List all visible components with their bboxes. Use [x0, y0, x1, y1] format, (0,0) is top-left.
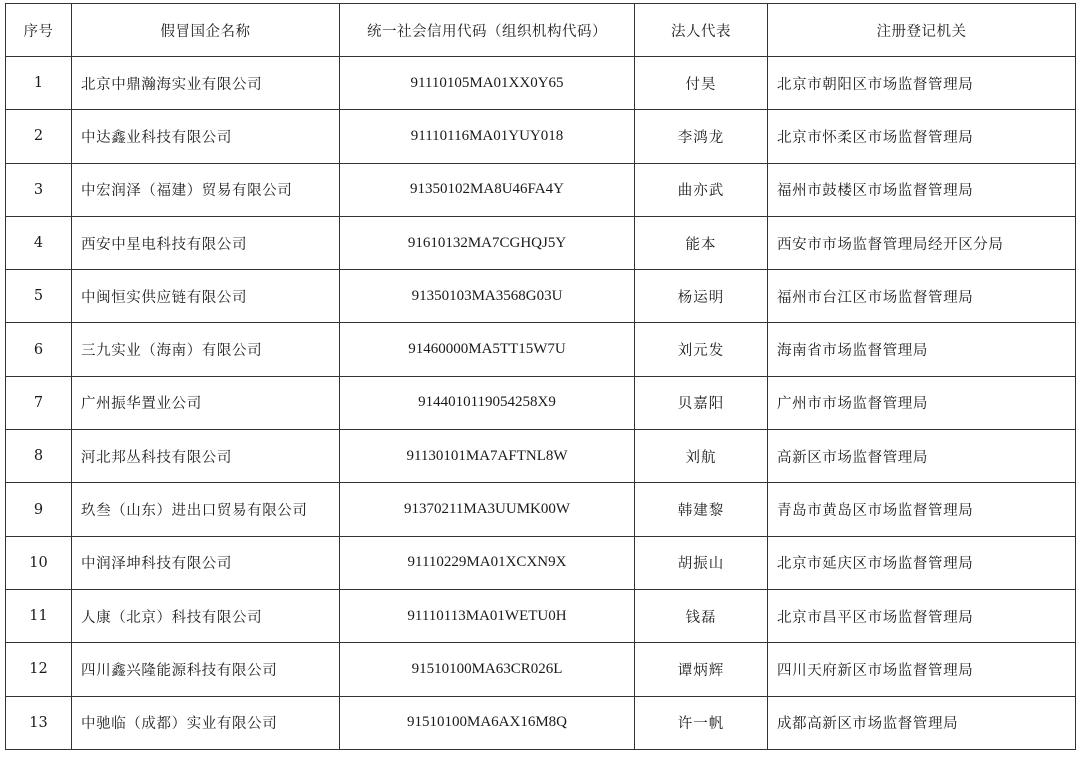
cell-legal-rep: 付昊 — [635, 57, 768, 110]
cell-index: 12 — [6, 643, 72, 696]
cell-index: 13 — [6, 696, 72, 749]
table-row — [6, 376, 1076, 429]
table-row — [6, 643, 1076, 696]
table-row — [6, 110, 1076, 163]
cell-credit-code: 91110229MA01XCXN9X — [340, 536, 635, 589]
cell-registration-authority: 西安市市场监督管理局经开区分局 — [768, 216, 1076, 269]
cell-index: 5 — [6, 270, 72, 323]
header-index: 序号 — [6, 4, 72, 57]
cell-credit-code: 91610132MA7CGHQJ5Y — [340, 216, 635, 269]
table-row — [6, 57, 1076, 110]
cell-legal-rep: 曲亦武 — [635, 163, 768, 216]
table-row — [6, 483, 1076, 536]
cell-legal-rep: 刘元发 — [635, 323, 768, 376]
cell-company-name: 人康（北京）科技有限公司 — [72, 589, 340, 642]
cell-credit-code: 91130101MA7AFTNL8W — [340, 430, 635, 483]
cell-credit-code: 91110105MA01XX0Y65 — [340, 57, 635, 110]
table-row — [6, 430, 1076, 483]
table-row — [6, 696, 1076, 749]
table-header — [6, 4, 1076, 57]
cell-registration-authority: 广州市市场监督管理局 — [768, 376, 1076, 429]
cell-index: 1 — [6, 57, 72, 110]
table-row — [6, 216, 1076, 269]
cell-registration-authority: 北京市怀柔区市场监督管理局 — [768, 110, 1076, 163]
cell-company-name: 中润泽坤科技有限公司 — [72, 536, 340, 589]
cell-registration-authority: 北京市昌平区市场监督管理局 — [768, 589, 1076, 642]
cell-registration-authority: 成都高新区市场监督管理局 — [768, 696, 1076, 749]
cell-company-name: 三九实业（海南）有限公司 — [72, 323, 340, 376]
cell-company-name: 广州振华置业公司 — [72, 376, 340, 429]
cell-registration-authority: 海南省市场监督管理局 — [768, 323, 1076, 376]
cell-company-name: 西安中星电科技有限公司 — [72, 216, 340, 269]
cell-credit-code: 91110113MA01WETU0H — [340, 589, 635, 642]
cell-credit-code: 91510100MA6AX16M8Q — [340, 696, 635, 749]
cell-index: 8 — [6, 430, 72, 483]
cell-index: 7 — [6, 376, 72, 429]
table-row — [6, 589, 1076, 642]
cell-credit-code: 91510100MA63CR026L — [340, 643, 635, 696]
cell-legal-rep: 贝嘉阳 — [635, 376, 768, 429]
cell-legal-rep: 许一帆 — [635, 696, 768, 749]
cell-legal-rep: 杨运明 — [635, 270, 768, 323]
table-row — [6, 270, 1076, 323]
cell-credit-code: 91370211MA3UUMK00W — [340, 483, 635, 536]
cell-legal-rep: 韩建黎 — [635, 483, 768, 536]
cell-credit-code: 9144010119054258X9 — [340, 376, 635, 429]
cell-credit-code: 91350102MA8U46FA4Y — [340, 163, 635, 216]
cell-credit-code: 91110116MA01YUY018 — [340, 110, 635, 163]
cell-company-name: 四川鑫兴隆能源科技有限公司 — [72, 643, 340, 696]
header-code: 统一社会信用代码（组织机构代码） — [340, 4, 635, 57]
header-authority: 注册登记机关 — [768, 4, 1076, 57]
cell-company-name: 中驰临（成都）实业有限公司 — [72, 696, 340, 749]
header-rep: 法人代表 — [635, 4, 768, 57]
cell-index: 4 — [6, 216, 72, 269]
cell-legal-rep: 能本 — [635, 216, 768, 269]
cell-registration-authority: 高新区市场监督管理局 — [768, 430, 1076, 483]
cell-index: 6 — [6, 323, 72, 376]
cell-company-name: 玖叁（山东）进出口贸易有限公司 — [72, 483, 340, 536]
cell-registration-authority: 北京市朝阳区市场监督管理局 — [768, 57, 1076, 110]
cell-index: 9 — [6, 483, 72, 536]
cell-company-name: 中宏润泽（福建）贸易有限公司 — [72, 163, 340, 216]
header-row — [6, 4, 1076, 57]
cell-legal-rep: 李鸿龙 — [635, 110, 768, 163]
cell-registration-authority: 福州市鼓楼区市场监督管理局 — [768, 163, 1076, 216]
cell-company-name: 中闽恒实供应链有限公司 — [72, 270, 340, 323]
cell-index: 10 — [6, 536, 72, 589]
fake-soe-table-container — [5, 3, 1075, 750]
cell-registration-authority: 四川天府新区市场监督管理局 — [768, 643, 1076, 696]
cell-registration-authority: 北京市延庆区市场监督管理局 — [768, 536, 1076, 589]
header-name: 假冒国企名称 — [72, 4, 340, 57]
cell-registration-authority: 福州市台江区市场监督管理局 — [768, 270, 1076, 323]
cell-company-name: 河北邦丛科技有限公司 — [72, 430, 340, 483]
cell-credit-code: 91350103MA3568G03U — [340, 270, 635, 323]
table-row — [6, 323, 1076, 376]
cell-legal-rep: 刘航 — [635, 430, 768, 483]
table-row — [6, 163, 1076, 216]
cell-legal-rep: 胡振山 — [635, 536, 768, 589]
cell-index: 2 — [6, 110, 72, 163]
fake-soe-table — [5, 3, 1076, 750]
cell-legal-rep: 钱磊 — [635, 589, 768, 642]
table-body — [6, 57, 1076, 750]
cell-company-name: 北京中鼎瀚海实业有限公司 — [72, 57, 340, 110]
cell-index: 11 — [6, 589, 72, 642]
cell-company-name: 中达鑫业科技有限公司 — [72, 110, 340, 163]
table-row — [6, 536, 1076, 589]
cell-credit-code: 91460000MA5TT15W7U — [340, 323, 635, 376]
cell-index: 3 — [6, 163, 72, 216]
cell-legal-rep: 谭炳辉 — [635, 643, 768, 696]
cell-registration-authority: 青岛市黄岛区市场监督管理局 — [768, 483, 1076, 536]
